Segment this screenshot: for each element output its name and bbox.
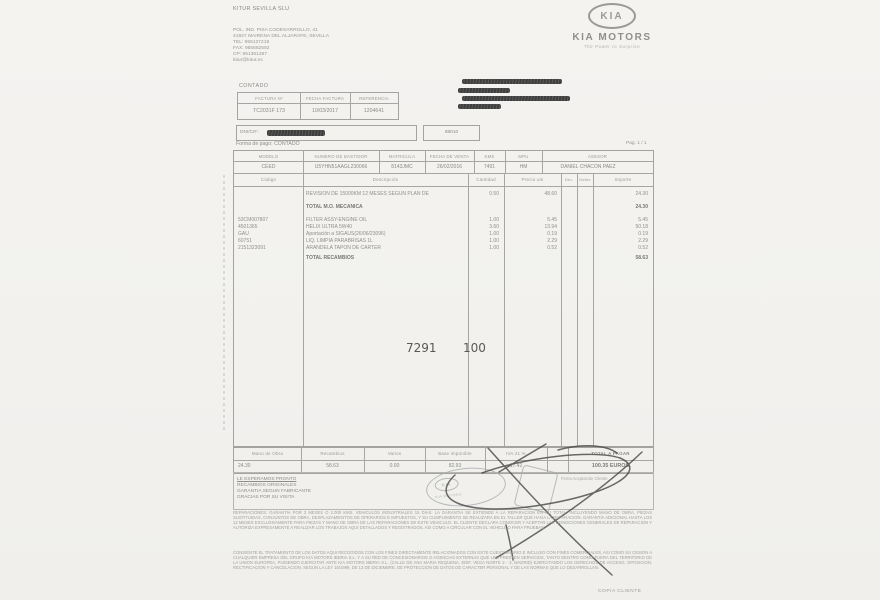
total-header-varios: Varios (387, 451, 402, 456)
dni-label: DNI/CIF: (240, 130, 259, 135)
legal-paragraph-data-protection: CONSIENTE EL TRATAMIENTO DE LOS DATOS AQUI RECOGIDOS CON LOS FINES DIRECTAMENTE RELACIONADOS CON ESTE CUESTIONARIO E INCLUSO CON FINES COMERCIALES, ASI COMO SU CESION A CUALQUIER EMPRESA DEL GRUPO KIA MOTORS IBERIA S.L. Y A SU RED DE CONCESIONARIOS O AGENCIAS EXTERNAS QUE LES PRESTEN SERVICIOS, TANTO DENTRO COMO FUERA DEL TERRITORIO DE LA UNION EUROPEA, PUDIENDO EJERCITAR ANTE KIA MOTORS IBERIA S.L. (CALLE DE ANA MARIA REQUENA, EDIF. VEGA NORTE 2 - 3, MADRID) EJERCITANDO LOS DERECHOS DE ACCESO, OPOSICION, RECTIFICACION Y CANCELACION, SEGUN LA LEY 15/1999, DE 13 DE DICIEMBRE, DE PROTECCION DE DATOS DE CARACTER PERSONAL Y DE LAS NORMAS QUE LO DESARROLLAN. (233, 551, 652, 570)
address-line: TEL: 955127218 (233, 40, 270, 45)
vehicle-header-asesor: ASESOR (587, 154, 608, 159)
vehicle-header-fecha-venta: FECHA DE VENTA (429, 154, 470, 159)
stamp-kia-oval-icon: KIA (434, 477, 459, 492)
factura-date: 10/03/2017 (312, 108, 338, 114)
footer-notes (237, 477, 311, 501)
address-line: POL. IND. PISA CODESARROLLO, 41 (233, 28, 318, 33)
contado-label: CONTADO (239, 83, 269, 89)
total-header-recambios: Recambios (320, 451, 345, 456)
vehicle-model: CEED (261, 164, 276, 170)
items-header-dto: Dto. (564, 177, 574, 182)
kia-tagline: The Power to Surprise (583, 44, 641, 49)
redaction-bar (462, 96, 570, 101)
invoice-header-table (237, 92, 399, 120)
vehicle-header-matricula: MATRICULA (388, 154, 416, 159)
page-indicator: Pag. 1 / 1 (626, 141, 647, 146)
dni-code-box (423, 125, 480, 141)
redaction-bar (462, 79, 562, 84)
overlay-kms-number: 7291 (406, 341, 437, 355)
total-header-iva: IVA 21 % (506, 451, 526, 456)
total-iva: 17.42 (509, 463, 523, 469)
note-line: GARANTIA SEGUN FABRICANTE (237, 488, 312, 494)
total-a-pagar: 100.35 EUROS (591, 463, 630, 469)
items-header-precio: Precio uni (521, 177, 544, 182)
col-referencia: REFERENCIA (359, 96, 389, 101)
col-factura: FACTURA Nº (255, 96, 283, 101)
vehicle-plate: 8143JMC (391, 164, 413, 170)
dealer-address (233, 28, 329, 64)
total-header-base: Base imponible (438, 451, 472, 456)
vehicle-kms: 7491 (483, 164, 496, 170)
vehicle-advisor: DANIEL CHACON PAEZ (560, 164, 616, 170)
dni-redaction-bar (267, 130, 325, 136)
factura-reference: 1204641 (363, 108, 385, 114)
legal-paragraph-repairs: REPARACIONES: GARANTIA POR 3 MESES O 2.000 KMS. VEHICULOS INDUSTRIALES 15 DIAS. LA GARANTIA SE EXTIENDE A LA REPARACION EN SU TOTAL, INCLUYENDO MANO DE OBRA, PIEZAS SUSTITUIDAS, CONJUNTOS DE OBRA, DESPLAZAMIENTOS DE OPERARIOS E IMPUESTOS, Y SU CUMPLIMIENTO SE REALIZARA EN EL TALLER QUE HAGA LA REPARACION. GARANTIA ADICIONAL HASTA LOS 12 MESES EXCLUSIVAMENTE PARA PIEZAS Y MANO DE OBRA DE LAS REPARACIONES DE ESTE VEHICULO. EL CLIENTE DECLARA CONOCER Y ACEPTAR LAS CONDICIONES GENERALES DE REPARACION Y AUTORIZA EXPRESAMENTE A REALIZAR LOS TRABAJOS AQUI DETALLADOS Y REGISTRADOS, ASI COMO A CIRCULAR CON EL VEHICULO PARA PRUEBAS. (233, 511, 652, 530)
items-header-descripcion: Descripción (372, 177, 399, 182)
note-line: RECAMBIOS ORIGINALES (237, 482, 297, 488)
redaction-bar (458, 104, 501, 109)
address-line: FAX: 955682592 (233, 46, 270, 51)
total-mano-obra: 24.30 (238, 463, 251, 469)
vehicle-header-mpu: MPU (518, 154, 529, 159)
redaction-bar (458, 88, 510, 93)
signature-label: Firma Aceptación Cliente (561, 476, 608, 481)
vehicle-mpu: HM (519, 164, 528, 170)
forma-de-pago: Forma de pago: CONTADO (236, 141, 300, 147)
kia-logo (563, 3, 661, 49)
address-line: kitur@kitur.es (233, 58, 263, 63)
note-line: GRACIAS POR SU VISITA (237, 494, 295, 500)
factura-number: TC2031F 173 (253, 108, 285, 114)
dealer-name: KITUR SEVILLA SLU (233, 6, 290, 12)
items-header-codigo: Código (260, 177, 277, 182)
vehicle-header-modelo: MODELO (258, 154, 279, 159)
overlay-value-number: 100 (463, 341, 486, 355)
left-edge-vertical-text (223, 175, 225, 433)
col-fecha-factura: FECHA FACTURA (305, 96, 345, 101)
dni-code: 88010 (444, 130, 459, 135)
total-header-a-pagar: TOTAL A PAGAR (591, 451, 630, 456)
vehicle-sale-date: 26/02/2016 (436, 164, 463, 170)
address-line: 41927 MAIRENA DEL ALJARAFE, SEVILLA (233, 34, 330, 39)
items-header-importe: Importe (614, 177, 632, 182)
dni-box (236, 125, 417, 141)
total-base-imponible: 82.93 (448, 463, 462, 469)
copy-label: COPIA CLIENTE (598, 589, 642, 594)
total-header-mano-obra: Mano de Obra (251, 451, 284, 456)
vehicle-header-bastidor: NUMERO DE BASTIDOR (314, 154, 368, 159)
kia-oval-icon: KIA (588, 3, 636, 29)
items-header-defec: Defec (579, 177, 591, 182)
total-recambios: 58.63 (326, 463, 339, 469)
stamp-text: KIA MOTORS (434, 492, 463, 500)
total-varios: 0.00 (389, 463, 400, 469)
address-line: CP: 951361297 (233, 52, 267, 57)
items-header-cantidad: Cantidad (476, 177, 496, 182)
kia-motors-wordmark: KIA MOTORS (572, 32, 652, 43)
vehicle-header-kms: KMS (484, 154, 495, 159)
note-line: LE ESPERAMOS PRONTO (237, 477, 297, 482)
vehicle-vin: U5YHN51AAGL230066 (314, 164, 368, 170)
main-table: MODELO NUMERO DE BASTIDOR MATRICULA FECHA DE VENTA KMS MPU ASESOR CEED U5YHN51AAGL230066 8143JMC 26/02/2016 7491 HM DANIEL CHACON PAEZ Código Descripción Cantidad Precio uni Dto. Defec Importe REVISION DE 15000KM 12 MESES SEGUN PLAN DE 0.50 48.60 24.30 TOTAL M.O. MECANICA 24.30 53CM007807 FILTER ASSY-ENGINE OIL 1.00 5.45 5.45 4501365 HELIX ULTRA 5W40 3.60 13.94 50.18 GAU Aportación a SIGAUS(26/06/23096) 1.00 0.19 0.19 60751 LIQ. LIMPIA PARABRISAS 1L 1.00 2.29 2.29 2151323091 ARANDELA TAPON DE CARTER 1.00 0.52 0.52 TOTAL RECAMBIOS 58.63 (233, 150, 654, 447)
